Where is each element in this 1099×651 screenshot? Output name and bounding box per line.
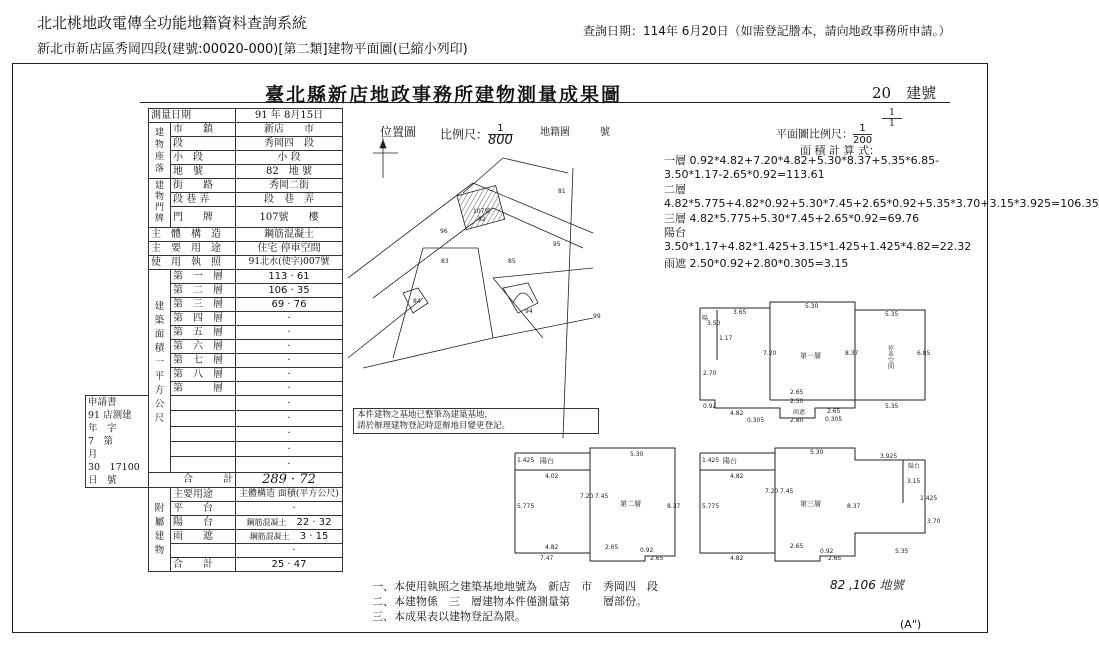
plan-dim: 0.92 <box>703 403 717 410</box>
floor-name: 第一層 <box>800 352 821 360</box>
footnote-3: 三、本成果表以建物登記為限。 <box>372 610 526 623</box>
plan-dim: 0.305 <box>825 416 843 423</box>
footnote-1: 一、本使用執照之建築基地地號為 新店 市 秀岡四 段 <box>372 580 658 593</box>
floor-plan-3 <box>695 448 970 568</box>
floor-row: 第 三 層 69 · 76 <box>86 298 343 312</box>
floor-row: 第 層 · <box>86 382 343 396</box>
location-group-label: 建 物 座 落 <box>149 123 171 179</box>
floor-row: · <box>86 457 343 472</box>
plan-dim: 5.775 <box>517 503 535 510</box>
building-number: 20 建號 <box>872 84 937 102</box>
footnote-1-lots: 82 ,106 地號 <box>830 578 904 592</box>
lot-label: 96 <box>440 228 448 235</box>
floor-row: · <box>86 411 343 426</box>
total-area: 289 · 72 <box>236 472 343 487</box>
plan-dim: 8.37 <box>847 503 861 510</box>
annex-row: 陽 台 鋼筋混凝土 22 · 32 <box>86 516 343 530</box>
plan-dim: 2.65 <box>828 555 842 562</box>
plan-dim: 5.35 <box>895 548 909 555</box>
formula-row: 二層 4.82*5.775+4.82*0.92+5.30*7.45+2.65*0.92+5.35*3.70+3.15*3.925=106.35 <box>664 183 1099 210</box>
plan-dim: 2.65 <box>605 544 619 551</box>
total-row: 合 計 289 · 72 <box>86 472 343 487</box>
floor-name: 第三層 <box>800 500 821 508</box>
floor-row: · <box>86 426 343 441</box>
plan-dim: 1.425 <box>702 457 720 464</box>
sheet-code: (A") <box>900 618 922 631</box>
plan-dim: 2.65 <box>650 555 664 562</box>
plan-dim: 4.82 <box>545 544 559 551</box>
parking-label: 停車空間 <box>886 345 894 369</box>
sheet-fraction: 1 1 <box>882 108 902 129</box>
annex-total-row: 合 計 25 · 47 <box>86 558 343 572</box>
lot-label: 81 <box>558 188 566 195</box>
lot-label: 95 <box>553 241 561 248</box>
plan-dim: 5.35 <box>885 403 899 410</box>
plan-dim: 4.82 <box>730 555 744 562</box>
formula-row: 三層 4.82*5.775+5.30*7.45+2.65*0.92=69.76 <box>664 212 920 225</box>
formula-row: 雨遮 2.50*0.92+2.80*0.305=3.15 <box>664 257 849 270</box>
area-calc-label: 面 積 計 算 式： <box>800 144 880 157</box>
location-map <box>343 138 608 438</box>
map-sheet-label: 地籍圖 號 <box>540 127 610 138</box>
plan-dim: 7.20 <box>763 350 777 357</box>
plan-dim: 2.65 <box>790 389 804 396</box>
plan-dim: 2.70 <box>703 370 717 377</box>
floor-row: 第 二 層 106 · 35 <box>86 284 343 298</box>
document-subtitle: 新北市新店區秀岡四段(建號:00020-000)[第二類]建物平面圖(已縮小列印) <box>37 42 468 57</box>
plan-dim: 7.47 <box>540 555 554 562</box>
plan-dim: 2.80 <box>790 417 804 424</box>
plan-dim: 4.82 <box>730 410 744 417</box>
plan-dim: 7.45 <box>595 493 609 500</box>
plan-dim: 8.37 <box>845 350 859 357</box>
lot-label: 94 <box>525 308 533 315</box>
lot-label: 85 <box>508 258 516 265</box>
rain-label: 雨遮 <box>793 409 806 416</box>
plan-dim: 1.17 <box>719 335 733 342</box>
building-info-table: 測量日期 91 年 8月15日 建 物 座 落 市 鎮 新店 市 段 秀岡四 段 小 段 小 段 地 號 82 地 號 建 物 門 牌 街 路 秀岡二街 段 巷 弄 段 巷 弄 門 牌 107號 樓 主 體 構 造 鋼筋混凝土 主 要 用 途 住宅 停車空間 使 用 執 照 91北水(使字)007號 建 築 面 積 一 平 方 公 尺 第 一 層 113 · 61 第 二 層 106 · 35 第 三 層 69 · 76 第 四 層 · 第 五 層 · 第 六 層 · 第 七 層 · 第 八 層 · 第 層 · 申請書 91 店測建 年 字 7 第 月 30 17100 日 號 · · · · · 合 計 289 · 72 附 屬 建 物 主要用途 主體構造 面積(平方公尺) 平 台 · 陽 台 鋼筋混凝土 22 · 32 雨 遮 鋼筋混凝土 3 · 15 · 合 計 25 · 47 <box>85 108 343 572</box>
annex-row: 平 台 · <box>86 502 343 516</box>
plan-dim: 5.30 <box>805 303 819 310</box>
plan-dim: 4.02 <box>545 473 559 480</box>
plan-dim: 2.65 <box>827 408 841 415</box>
system-title: 北北桃地政電傳全功能地籍資料查詢系統 <box>37 14 308 32</box>
plan-scale: 平面圖比例尺： $\frac{1}{200}$ <box>776 123 873 146</box>
balcony-label: 陽台 <box>540 457 554 465</box>
document-title: 臺北縣新店地政事務所建物測量成果圖 <box>265 84 623 106</box>
annex-row: · <box>86 544 343 558</box>
plan-dim: 3.50 <box>707 320 721 327</box>
formula-row: 陽台 3.50*1.17+4.82*1.425+3.15*1.425+1.425*4.82=22.32 <box>664 226 972 253</box>
plan-dim: 3.925 <box>880 453 898 460</box>
plan-dim: 2.65 <box>790 543 804 550</box>
plan-dim: 0.305 <box>747 417 765 424</box>
balcony-label: 陽 <box>702 315 709 322</box>
door-group-label: 建 物 門 牌 <box>149 179 171 228</box>
application-box: 申請書 91 店測建 年 字 7 第 月 30 17100 日 號 <box>86 396 149 488</box>
plan-dim: 5.30 <box>630 451 644 458</box>
lot-label: 82 <box>478 216 486 223</box>
formula-row: 一層 0.92*4.82+7.20*4.82+5.30*8.37+5.35*6.85-3.50*1.17-2.65*0.92=113.61 <box>664 154 940 181</box>
plan-dim: 5.35 <box>885 311 899 318</box>
floor-row: 第 六 層 · <box>86 340 343 354</box>
query-date: 查詢日期：114年 6月20日（如需登記謄本，請向地政事務所申請。） <box>583 24 951 38</box>
floor-row: 第 七 層 · <box>86 354 343 368</box>
lot-label: 99 <box>593 313 601 320</box>
annex-row: 雨 遮 鋼筋混凝土 3 · 15 <box>86 530 343 544</box>
map-scale: 比例尺： 1 800 <box>440 123 513 148</box>
plan-dim: 2.50 <box>790 398 804 405</box>
balcony-label: 陽台 <box>723 457 737 465</box>
lot-label: 84 <box>413 298 421 305</box>
floor-plan-1 <box>695 300 975 425</box>
floor-row: 第 八 層 · <box>86 368 343 382</box>
plan-dim: 1.425 <box>517 457 535 464</box>
floor-name: 第二層 <box>620 500 641 508</box>
plan-dim: 6.85 <box>917 350 931 357</box>
floor-row: 第 五 層 · <box>86 326 343 340</box>
area-group-label: 建 築 面 積 一 平 方 公 尺 <box>149 270 171 473</box>
floor-row: · <box>86 441 343 456</box>
location-map-label: 位置圖 <box>380 125 417 139</box>
plan-dim: 7.20 <box>580 493 594 500</box>
floor-row: 第 四 層 · <box>86 312 343 326</box>
plan-dim: 0.92 <box>640 547 654 554</box>
lot-label: 107號 <box>473 208 491 215</box>
annex-group-label: 附 屬 建 物 <box>149 488 171 572</box>
note-box: 本件建物之基地已整筆為建築基地， 請於辦理建物登記時逕辦地目變更登記。 <box>353 408 599 434</box>
plan-dim: 0.92 <box>820 548 834 555</box>
plan-dim: 3.65 <box>733 309 747 316</box>
plan-dim: 5.30 <box>810 449 824 456</box>
plan-dim: 1.425 <box>920 495 938 502</box>
plan-dim: 7.45 <box>780 488 794 495</box>
title-underline <box>140 102 950 103</box>
lot-label: 83 <box>441 258 449 265</box>
balcony-label: 陽台 <box>908 463 921 470</box>
plan-dim: 8.37 <box>667 503 681 510</box>
plan-dim: 5.775 <box>702 503 720 510</box>
floor-plan-2 <box>505 448 690 568</box>
plan-dim: 7.20 <box>765 488 779 495</box>
plan-dim: 3.15 <box>907 478 921 485</box>
plan-dim: 4.82 <box>730 473 744 480</box>
footnote-2: 二、本建物係 三 層建物本件僅測量第 層部份。 <box>372 595 647 608</box>
floor-row: 申請書 91 店測建 年 字 7 第 月 30 17100 日 號 · <box>86 396 343 411</box>
floor-row: 建 築 面 積 一 平 方 公 尺 第 一 層 113 · 61 <box>86 270 343 284</box>
plan-dim: 3.70 <box>927 518 941 525</box>
